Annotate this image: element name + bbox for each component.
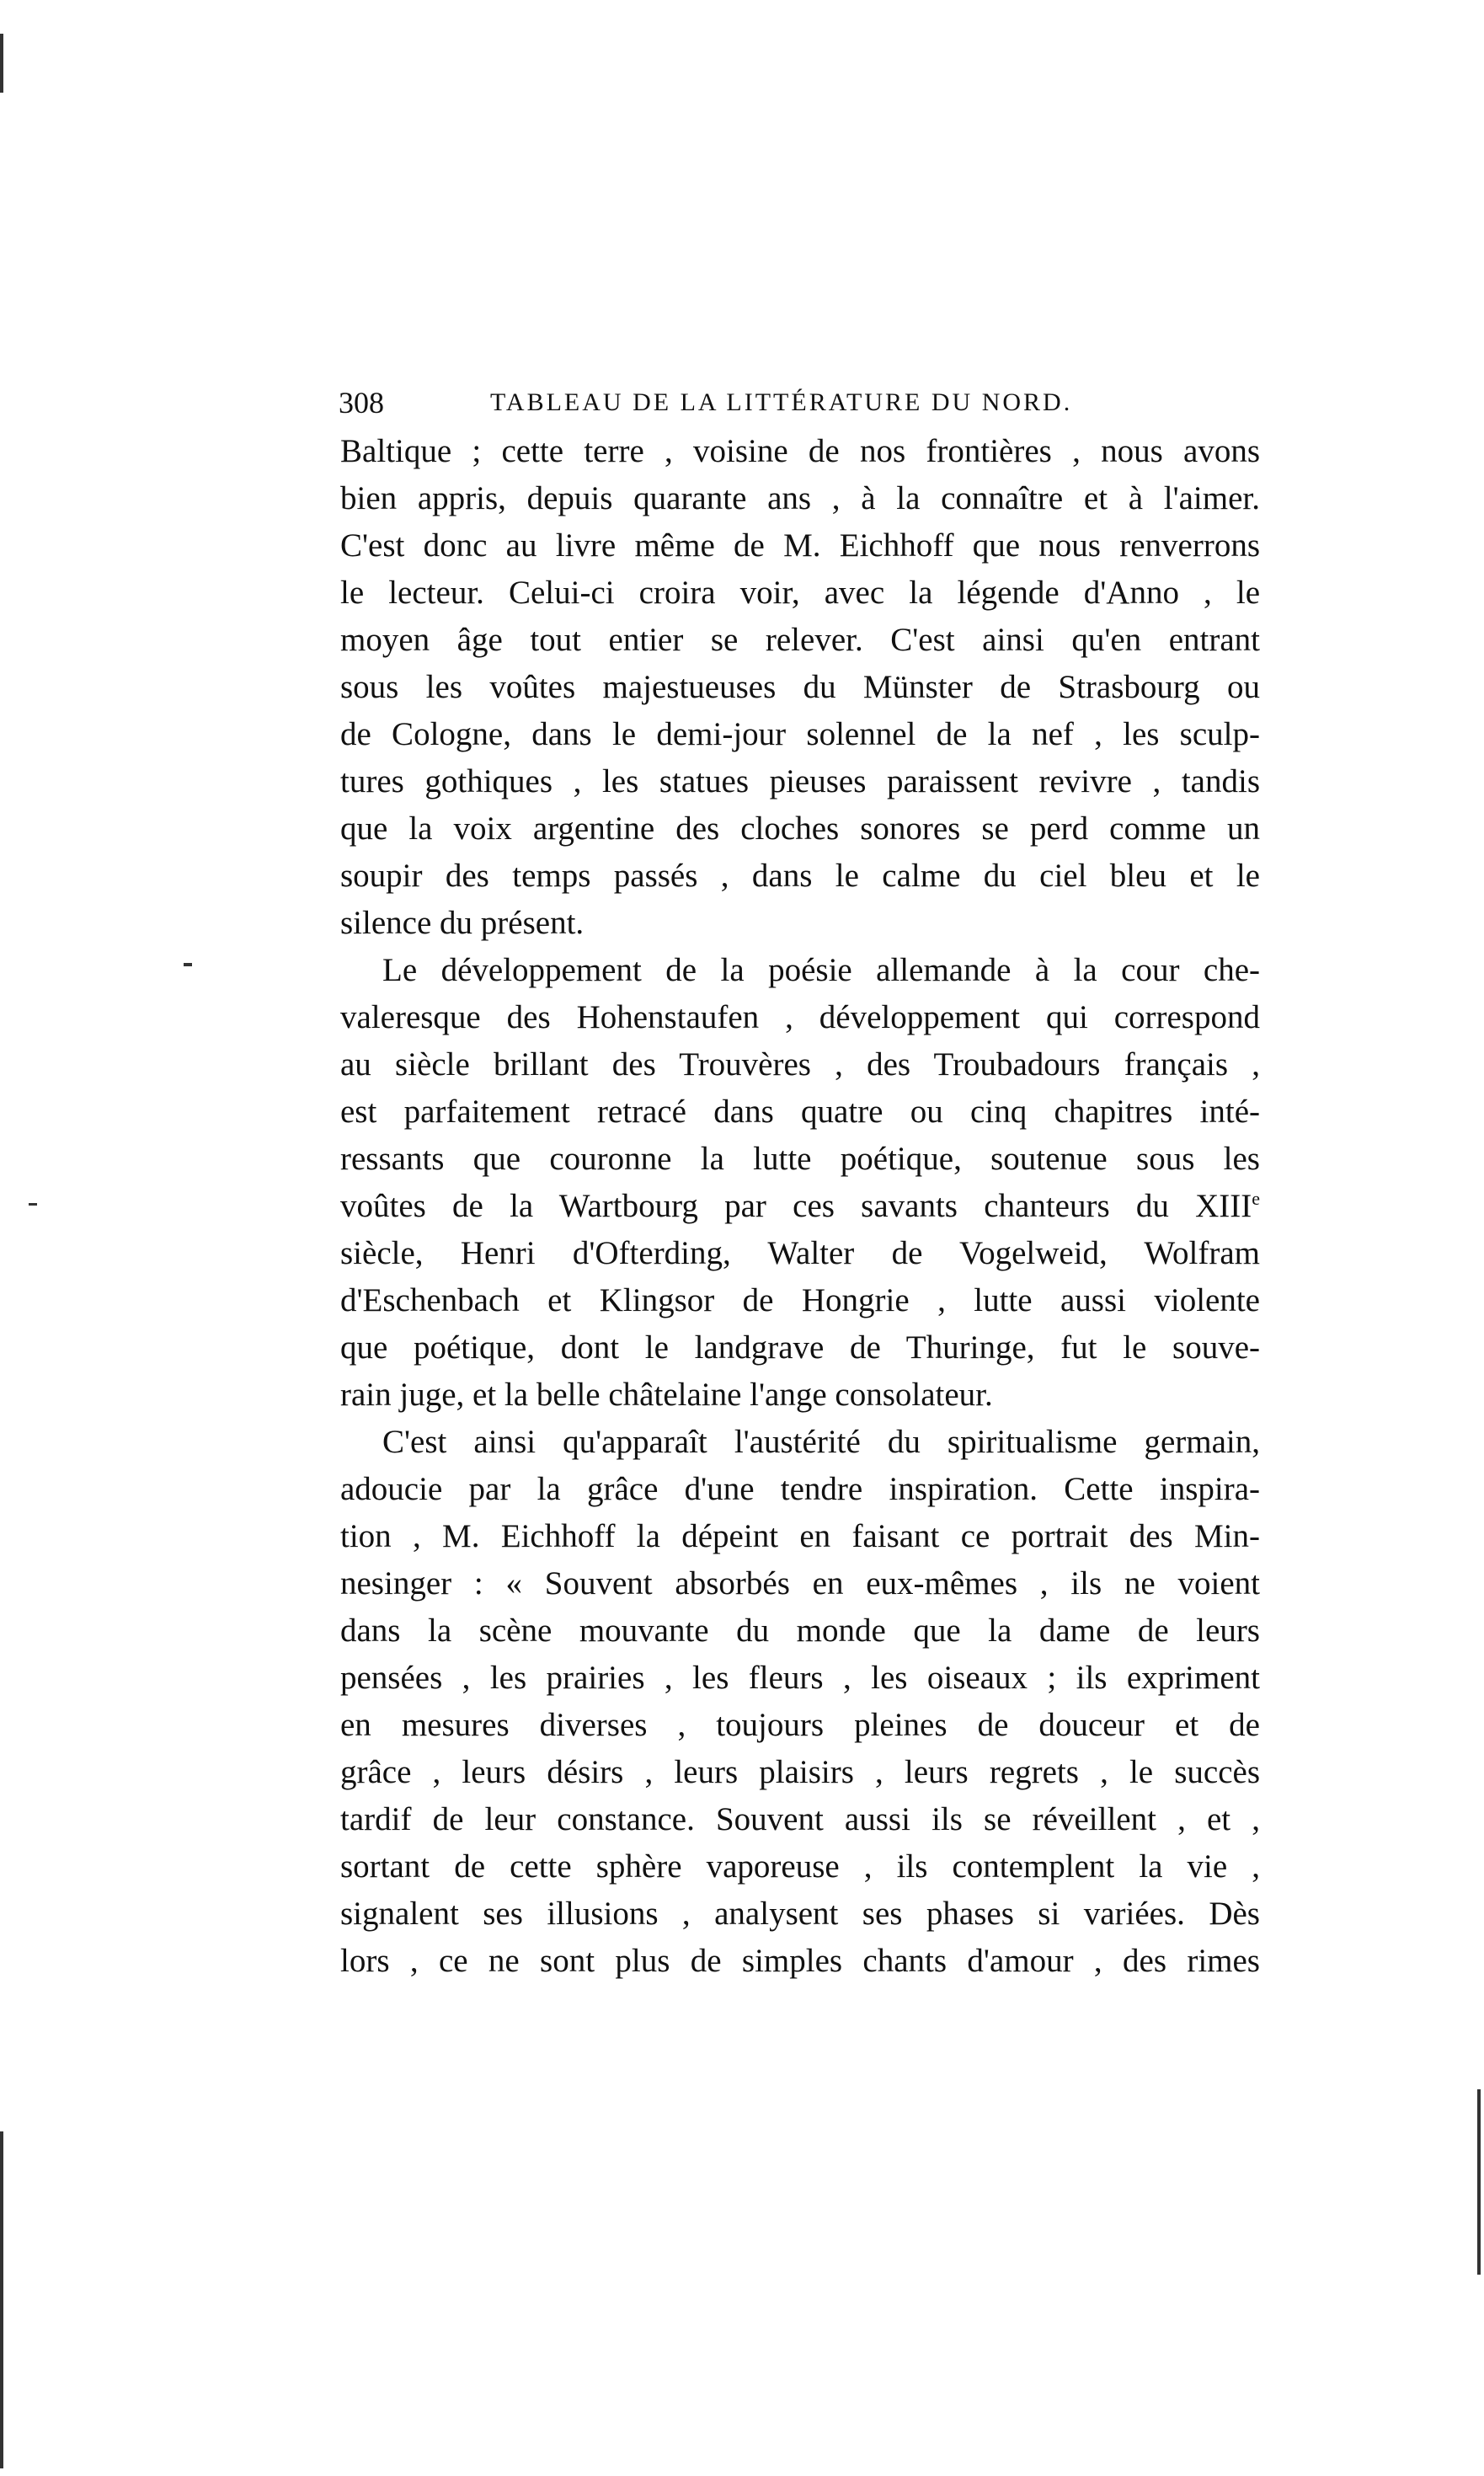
text-line: signalent ses illusions , analysent ses phases si variées. Dès: [340, 1896, 1260, 1932]
text-line-content: voûtes de la Wartbourg par ces savants chanteurs du XIII: [340, 1188, 1252, 1224]
margin-tick: [29, 1203, 37, 1206]
text-line: ressants que couronne la lutte poétique, soutenue sous les: [340, 1141, 1260, 1177]
text-line: de Cologne, dans le demi-jour solennel de la nef , les sculp-: [340, 716, 1260, 752]
text-line: sous les voûtes majestueuses du Münster de Strasbourg ou: [340, 669, 1260, 705]
text-line: au siècle brillant des Trouvères , des Troubadours français ,: [340, 1046, 1260, 1083]
text-line: C'est ainsi qu'apparaît l'austérité du spiritualisme germain,: [382, 1424, 1260, 1460]
text-line: silence du présent.: [340, 905, 585, 941]
text-line: que la voix argentine des cloches sonores se perd comme un: [340, 810, 1260, 847]
paragraph-3: [340, 1419, 1260, 1985]
text-line: rain juge, et la belle châtelaine l'ange consolateur.: [340, 1377, 993, 1413]
text-line: sortant de cette sphère vaporeuse , ils contemplent la vie ,: [340, 1848, 1260, 1885]
margin-tick: [184, 963, 192, 966]
page-header: [339, 377, 1265, 428]
text-line: pensées , les prairies , les fleurs , les oiseaux ; ils expriment: [340, 1660, 1260, 1696]
text-line: est parfaitement retracé dans quatre ou cinq chapitres inté-: [340, 1094, 1260, 1130]
text-line: siècle, Henri d'Ofterding, Walter de Vogelweid, Wolfram: [340, 1235, 1260, 1271]
paragraph-2: [340, 947, 1260, 1419]
text-line: dans la scène mouvante du monde que la dame de leurs: [340, 1612, 1260, 1649]
text-line: adoucie par la grâce d'une tendre inspiration. Cette inspira-: [340, 1471, 1260, 1507]
text-line: que poétique, dont le landgrave de Thuringe, fut le souve-: [340, 1329, 1260, 1366]
text-line: d'Eschenbach et Klingsor de Hongrie , lutte aussi violente: [340, 1282, 1260, 1318]
text-line: bien appris, depuis quarante ans , à la connaître et à l'aimer.: [340, 480, 1260, 516]
text-line: Baltique ; cette terre , voisine de nos frontières , nous avons: [340, 433, 1260, 469]
text-line: soupir des temps passés , dans le calme du ciel bleu et le: [340, 858, 1260, 894]
text-line: tures gothiques , les statues pieuses paraissent revivre , tandis: [340, 763, 1260, 799]
text-line: le lecteur. Celui-ci croira voir, avec la légende d'Anno , le: [340, 575, 1260, 611]
text-line: nesinger : « Souvent absorbés en eux-mêmes , ils ne voient: [340, 1565, 1260, 1602]
text-line: moyen âge tout entier se relever. C'est ainsi qu'en entrant: [340, 622, 1260, 658]
text-line: grâce , leurs désirs , leurs plaisirs , leurs regrets , le succès: [340, 1754, 1260, 1790]
text-line: tardif de leur constance. Souvent aussi ils se réveillent , et ,: [340, 1801, 1260, 1837]
text-line: lors , ce ne sont plus de simples chants d'amour , des rimes: [340, 1943, 1260, 1979]
scan-edge-line: [0, 2131, 3, 2468]
scan-edge-line: [0, 34, 3, 93]
scan-edge-line: [1477, 2089, 1481, 2275]
text-line: valeresque des Hohenstaufen , développement qui correspond: [340, 999, 1260, 1035]
text-line: en mesures diverses , toujours pleines de douceur et de: [340, 1707, 1260, 1743]
text-line: Le développement de la poésie allemande à la cour che-: [382, 952, 1260, 988]
text-line-with-superscript: [340, 1183, 1260, 1230]
page-number: 308: [339, 386, 384, 420]
century-superscript: e: [1252, 1188, 1260, 1209]
body-text: [340, 428, 1260, 1985]
text-line: C'est donc au livre même de M. Eichhoff que nous renverrons: [340, 527, 1260, 564]
running-head: TABLEAU DE LA LITTÉRATURE DU NORD.: [490, 388, 1073, 416]
paragraph-1: [340, 428, 1260, 947]
text-line: tion , M. Eichhoff la dépeint en faisant ce portrait des Min-: [340, 1518, 1260, 1554]
